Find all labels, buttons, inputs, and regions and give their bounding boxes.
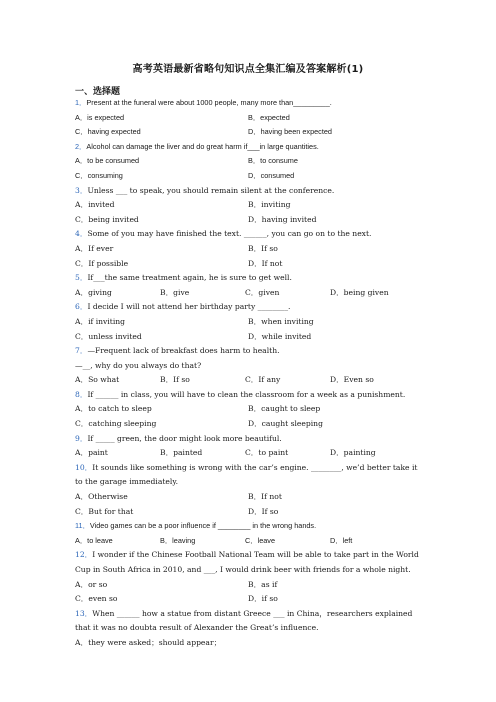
options-row <box>75 578 425 593</box>
option-c[interactable]: C．leave <box>245 535 276 545</box>
option-d[interactable]: D．if so <box>248 594 278 604</box>
option-c[interactable]: C．If any <box>245 375 281 385</box>
option-b[interactable]: B．to consume <box>248 156 298 166</box>
options-row <box>75 198 425 213</box>
option-b[interactable]: B．painted <box>160 448 203 458</box>
option-b[interactable]: B．leaving <box>160 535 196 545</box>
options-row <box>75 505 425 520</box>
option-c[interactable]: C．given <box>245 287 280 297</box>
question-stem: 10．It sounds like something is wrong with the car’s engine. ________, we’d better take it to the garage immediately. <box>75 462 418 487</box>
question-stem: 1．Present at the funeral were about 1000 people, many more than_________. <box>75 98 332 107</box>
option-c[interactable]: C．If possible <box>75 258 129 268</box>
options-row <box>75 111 425 126</box>
option-b[interactable]: B．If so <box>248 243 278 253</box>
option-d[interactable]: D．caught sleeping <box>248 419 323 429</box>
question-stem-reply: —__, why do you always do that? <box>75 360 202 370</box>
option-d[interactable]: D．Even so <box>330 375 374 385</box>
option-a[interactable]: A．to catch to sleep <box>75 404 152 414</box>
options-row <box>75 169 425 184</box>
option-a[interactable]: A．is expected <box>75 112 125 122</box>
options-row <box>75 213 425 228</box>
question-list <box>75 96 425 651</box>
options-row <box>75 373 425 388</box>
option-c[interactable]: C．having expected <box>75 127 141 137</box>
option-c[interactable]: C．being invited <box>75 214 139 224</box>
option-c[interactable]: C．consuming <box>75 170 123 180</box>
option-b[interactable]: B．as if <box>248 579 278 589</box>
question-stem: 8．If ______ in class, you will have to clean the classroom for a week as a punishment. <box>75 389 406 399</box>
options-row <box>75 592 425 607</box>
section-heading: 一、选择题 <box>75 87 121 97</box>
options-row <box>75 402 425 417</box>
option-a[interactable]: A．Otherwise <box>75 492 128 502</box>
options-row <box>75 636 425 651</box>
question-stem: 4．Some of you may have finished the text. ______, you can go on to the next. <box>75 229 372 239</box>
options-row <box>75 330 425 345</box>
options-row <box>75 154 425 169</box>
page-title: 高考英语最新省略句知识点全集汇编及答案解析(1) <box>132 64 364 75</box>
option-a[interactable]: A．they were asked；should appear； <box>75 637 222 647</box>
option-a[interactable]: A．to be consumed <box>75 156 140 166</box>
option-d[interactable]: D．while invited <box>248 331 312 341</box>
options-row <box>75 242 425 257</box>
options-row <box>75 286 425 301</box>
options-row <box>75 534 425 549</box>
option-a[interactable]: A．If ever <box>75 243 114 253</box>
question-stem: 9．If _____ green, the door might look more beautiful. <box>75 433 282 443</box>
option-d[interactable]: D．If so <box>248 506 279 516</box>
option-b[interactable]: B．when inviting <box>248 316 314 326</box>
options-row <box>75 315 425 330</box>
option-c[interactable]: C．to paint <box>245 448 289 458</box>
option-a[interactable]: A．So what <box>75 375 120 385</box>
option-a[interactable]: A．paint <box>75 448 108 458</box>
option-a[interactable]: A．invited <box>75 200 115 210</box>
option-b[interactable]: B．expected <box>248 112 290 122</box>
options-row <box>75 125 425 140</box>
option-d[interactable]: D．having invited <box>248 214 317 224</box>
option-a[interactable]: A．if inviting <box>75 316 126 326</box>
option-d[interactable]: D．consumed <box>248 170 295 180</box>
option-b[interactable]: B．If not <box>248 492 282 502</box>
option-c[interactable]: C．catching sleeping <box>75 419 157 429</box>
question-stem: 13．When ______ how a statue from distant Greece ___ in China，researchers explained that it was no doubta result of Alexander the Great’s influence. <box>75 608 413 633</box>
option-d[interactable]: D．left <box>330 535 353 545</box>
option-c[interactable]: C．But for that <box>75 506 134 516</box>
option-b[interactable]: B．inviting <box>248 200 291 210</box>
option-d[interactable]: D．having been expected <box>248 127 332 137</box>
question-stem: 3．Unless ___ to speak, you should remain silent at the conference. <box>75 185 335 195</box>
option-b[interactable]: B．give <box>160 287 190 297</box>
option-d[interactable]: D．being given <box>330 287 389 297</box>
option-a[interactable]: A．to leave <box>75 535 113 545</box>
option-b[interactable]: B．caught to sleep <box>248 404 321 414</box>
question-stem: 12．I wonder if the Chinese Football National Team will be able to take part in the World Cup in South Africa in 2010, and ___, I would drink beer with friends for a whole night. <box>75 550 419 574</box>
question-stem: 5．If___the same treatment again, he is sure to get well. <box>75 273 292 283</box>
question-stem: 6．I decide I will not attend her birthday party ________. <box>75 302 291 312</box>
option-c[interactable]: C．even so <box>75 594 118 604</box>
option-a[interactable]: A．giving <box>75 287 112 297</box>
option-c[interactable]: C．unless invited <box>75 331 142 341</box>
options-row <box>75 446 425 461</box>
options-row <box>75 490 425 505</box>
option-d[interactable]: D．painting <box>330 448 376 458</box>
option-b[interactable]: B．If so <box>160 375 190 385</box>
option-a[interactable]: A．or so <box>75 579 108 589</box>
options-row <box>75 417 425 432</box>
question-stem: 2．Alcohol can damage the liver and do great harm if___in large quantities. <box>75 141 319 151</box>
options-row <box>75 257 425 272</box>
question-stem: 11．Video games can be a poor influence if ________ in the wrong hands. <box>75 521 317 531</box>
question-stem: 7．—Frequent lack of breakfast does harm to health. <box>75 346 280 356</box>
option-d[interactable]: D．If not <box>248 258 283 268</box>
